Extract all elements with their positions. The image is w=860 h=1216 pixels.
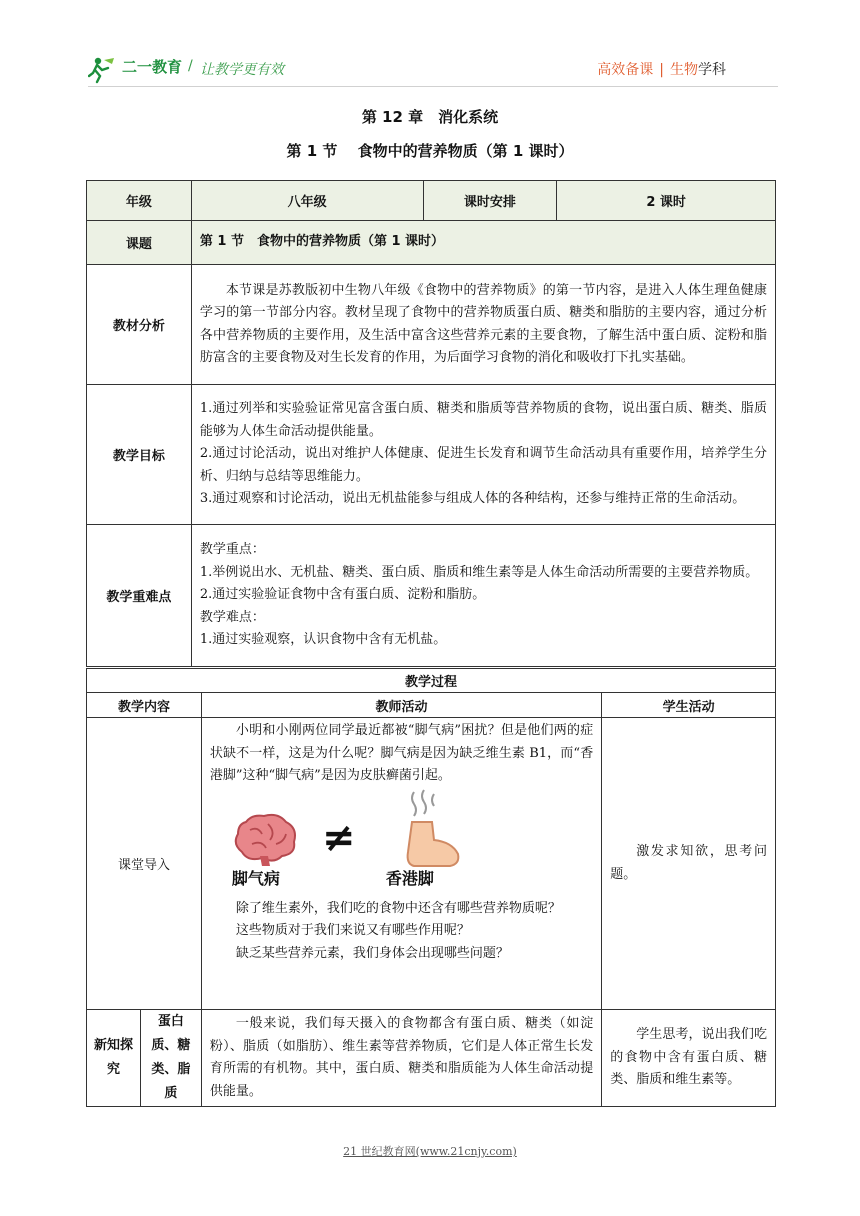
intro-paragraph: 小明和小刚两位同学最近都被“脚气病”困扰？但是他们两的症状缺不一样，这是为什么呢？脚气病是因为缺乏维生素 B1，而“香港脚”这种“脚气病”是因为皮肤癣菌引起。	[209, 723, 594, 783]
topic-label: 课题	[87, 221, 192, 265]
not-equal-icon: ≠	[321, 814, 356, 861]
header-slogan: 让教学更有效	[200, 62, 284, 78]
table-row	[87, 265, 776, 385]
tag-left: 高效备课	[597, 62, 654, 78]
col-teacher-header: 教师活动	[201, 693, 601, 718]
explore-sub-label: 蛋白质、糖类、脂质	[140, 1010, 201, 1107]
table-row	[87, 525, 776, 667]
hours-label: 课时安排	[423, 181, 557, 221]
page-header	[88, 50, 778, 88]
goals-list	[191, 385, 775, 525]
goals-label: 教学目标	[87, 385, 192, 525]
table-row	[87, 181, 776, 221]
process-title: 教学过程	[87, 669, 776, 693]
goal-item: 1.通过列举和实验验证常见富含蛋白质、糖类和脂质等营养物质的食物，说出蛋白质、糖类、脂质能够为人体生命活动提供能量。	[199, 401, 767, 439]
tag-subject: 生物	[670, 62, 698, 78]
teaching-process-table	[86, 668, 776, 1107]
key-line: 教学难点：	[199, 609, 265, 625]
tag-separator: |	[659, 62, 664, 78]
brain-icon	[232, 812, 300, 868]
tag-suffix: 学科	[698, 62, 726, 78]
key-points-list	[191, 525, 775, 667]
grade-value: 八年级	[191, 181, 423, 221]
key-line: 教学重点：	[199, 542, 265, 558]
explore-student-cell: 学生思考，说出我们吃的食物中含有蛋白质、糖类、脂质和维生素等。	[602, 1010, 776, 1107]
table-row	[87, 669, 776, 693]
goal-item: 3.通过观察和讨论活动，说出无机盐能参与组成人体的各种结构，还参与维持正常的生命活动。	[199, 491, 746, 507]
table-row	[87, 221, 776, 265]
intro-paragraph: 除了维生素外，我们吃的食物中还含有哪些营养物质呢？	[235, 900, 561, 916]
footer-source: 21 世纪教育网(www.21cnjy.com)	[343, 1145, 517, 1158]
grade-label: 年级	[87, 181, 192, 221]
analysis-text: 本节课是苏教版初中生物八年级《食物中的营养物质》的第一节内容，是进入人体生理鱼健康学习的第一节部分内容。教材呈现了食物中的营养物质蛋白质、糖类和脂肪的主要内容，通过分析各中营养物质的主要作用，及生活中富含这些营养元素的主要食物，了解生活中蛋白质、淀粉和脂肪富含的主要食物及对生长发育的作用，为后面学习食物的消化和吸收打下扎实基础。	[191, 265, 775, 385]
goal-item: 2.通过讨论活动，说出对维护人体健康、促进生长发育和调节生命活动具有重要作用，培养学生分析、归纳与总结等思维能力。	[199, 446, 767, 484]
col-content-header: 教学内容	[87, 693, 202, 718]
key-line: 1.举例说出水、无机盐、糖类、蛋白质、脂质和维生素等是人体生命活动所需要的主要营养物质。	[199, 564, 759, 580]
col-student-header: 学生活动	[602, 693, 776, 718]
key-line: 2.通过实验验证食物中含有蛋白质、淀粉和脂肪。	[199, 587, 486, 603]
section-title: 第 1 节 食物中的营养物质（第 1 课时）	[286, 142, 574, 160]
hours-value: 2 课时	[557, 181, 776, 221]
table-row	[87, 385, 776, 525]
intro-label: 课堂导入	[87, 718, 202, 1010]
table-row	[87, 693, 776, 718]
lesson-info-table	[86, 180, 776, 667]
header-rule	[88, 86, 778, 87]
topic-value: 第 1 节 食物中的营养物质（第 1 课时）	[191, 221, 775, 265]
key-points-label: 教学重难点	[87, 525, 192, 667]
foot-icon	[392, 788, 462, 870]
intro-teacher-cell	[201, 718, 601, 1010]
header-divider: /	[188, 58, 193, 74]
chapter-title: 第 12 章 消化系统	[361, 108, 499, 126]
key-line: 1.通过实验观察，认识食物中含有无机盐。	[199, 632, 447, 648]
intro-paragraph: 这些物质对于我们来说又有哪些作用呢？	[235, 923, 470, 938]
table-row	[87, 1010, 776, 1107]
intro-paragraph: 缺乏某些营养元素，我们身体会出现哪些问题？	[235, 945, 509, 961]
analysis-label: 教材分析	[87, 265, 192, 385]
explore-teacher-cell: 一般来说，我们每天摄入的食物都含有蛋白质、糖类（如淀粉）、脂质（如脂肪）、维生素等营养物质，它们是人体正常生长发育所需的有机物。其中，蛋白质、糖类和脂质能为人体生命活动提供能量。	[201, 1010, 601, 1107]
explore-label: 新知探究	[87, 1010, 141, 1107]
beriberi-label: 脚气病	[231, 868, 280, 888]
table-row	[87, 718, 776, 1010]
athletes-foot-label: 香港脚	[385, 868, 434, 888]
illustration-row	[210, 788, 593, 898]
logo-text: 二一教育	[122, 58, 183, 76]
subject-tag	[597, 59, 726, 79]
intro-student-cell: 激发求知欲，思考问题。	[602, 718, 776, 1010]
